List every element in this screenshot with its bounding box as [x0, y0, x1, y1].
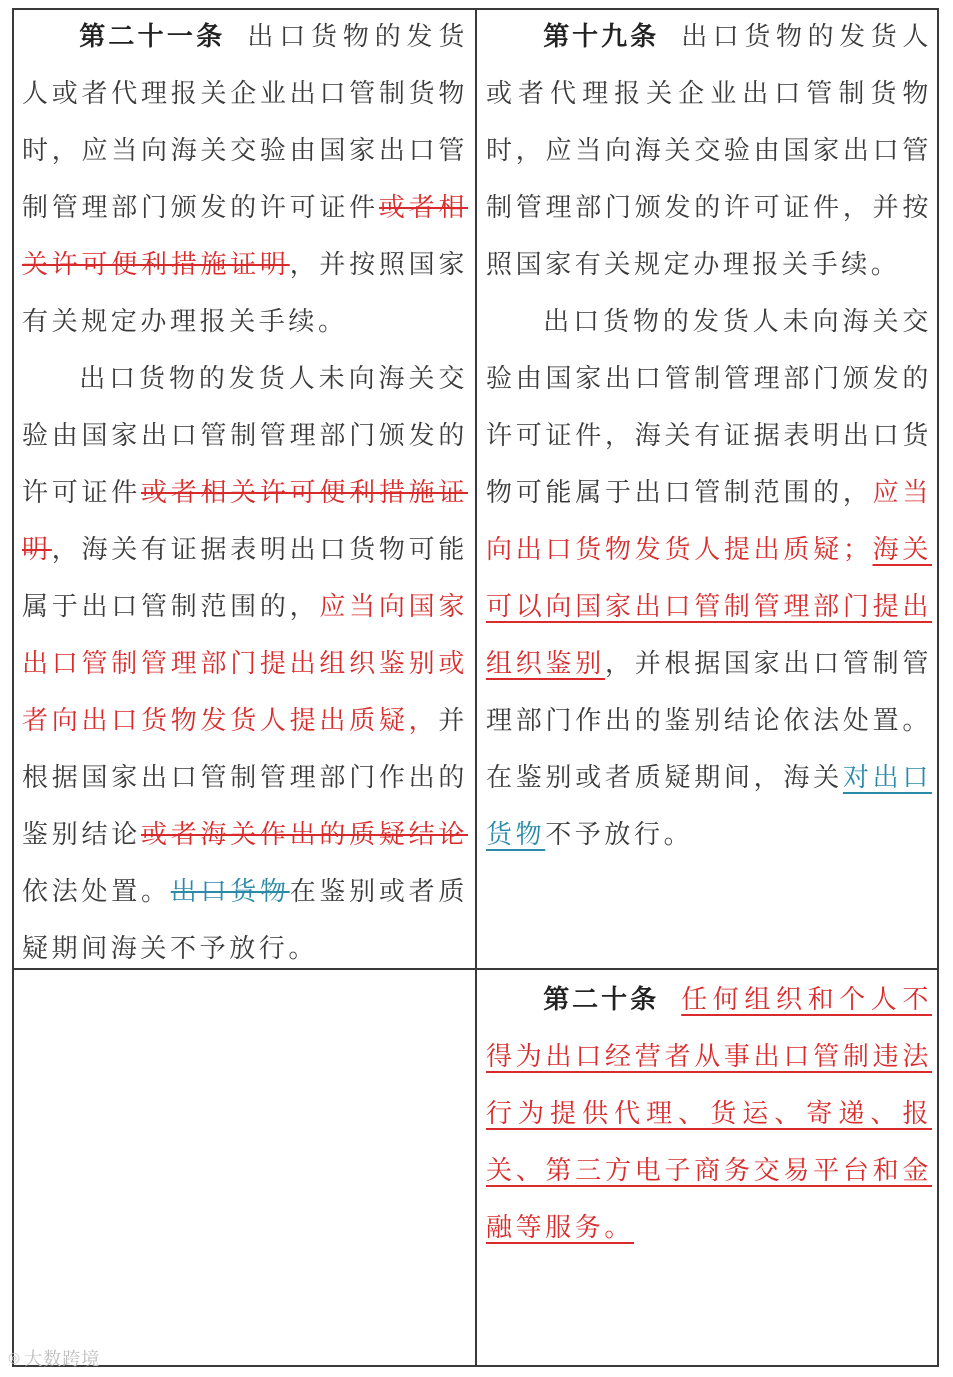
new-article-19-paragraph-2 [486, 294, 932, 864]
added-text: 应当向出口货物发货人提出质疑； [486, 478, 932, 565]
old-article-21-paragraph-1 [22, 9, 468, 351]
deleted-text: 或者相关许可便利措施证明 [22, 193, 468, 280]
old-article-21-text: 依法处置。 [22, 877, 171, 907]
new-article-19-title: 第十九条 [543, 22, 660, 52]
added-underlined-text: 任何组织和个人不得为出口经营者从事出口管制违法行为提供代理、货运、寄递、报关、第三方电子商务交易平台和金融等服务。 [486, 985, 932, 1243]
new-article-19-text: 出口货物的发货人或者代理报关企业出口管制货物时，应当向海关交验由国家出口管制管理部门颁发的许可证件，并按照国家有关规定办理报关手续。 [486, 22, 932, 280]
old-article-21-title: 第二十一条 [79, 22, 226, 52]
deleted-text: 或者相关许可便利措施证明 [22, 478, 468, 565]
old-article-21-text: 在鉴别或者质疑期间海关不予放行。 [22, 877, 468, 964]
new-article-19-text: ，并根据国家出口管制管理部门作出的鉴别结论依法处置。在鉴别或者质疑期间，海关 [486, 649, 932, 793]
watermark [8, 1345, 100, 1371]
new-article-19-paragraph-1 [486, 9, 932, 294]
new-article-20-paragraph [486, 972, 932, 1257]
old-article-21-text: 出口货物的发货人或者代理报关企业出口管制货物时，应当向海关交验由国家出口管制管理部门颁发的许可证件 [22, 22, 468, 223]
old-article-21-cell [22, 9, 468, 978]
old-article-21-text: ，海关有证据表明出口货物可能属于出口管制范围的， [22, 535, 468, 622]
moved-added-text: 对出口货物 [486, 763, 932, 850]
old-article-21-text: ，并按照国家有关规定办理报关手续。 [22, 250, 468, 337]
new-article-19-text: 不予放行。 [545, 820, 694, 850]
changed-text: 应当向国家出口管制管理部门提出组织鉴别或者向出口货物发货人提出质疑， [22, 592, 468, 736]
old-article-21-text: 出口货物的发货人未向海关交验由国家出口管制管理部门颁发的许可证件 [22, 364, 468, 508]
old-article-21-paragraph-2 [22, 351, 468, 978]
column-divider [475, 8, 477, 1367]
moved-deleted-text: 出口货物 [170, 877, 290, 907]
new-article-19-text: 出口货物的发货人未向海关交验由国家出口管制管理部门颁发的许可证件，海关有证据表明出口货物可能属于出口管制范围的， [486, 307, 932, 508]
added-underlined-text: 海关可以向国家出口管制管理部门提出组织鉴别 [486, 535, 932, 679]
old-article-21-text: 并根据国家出口管制管理部门作出的鉴别结论 [22, 706, 468, 850]
watermark-logo-icon: ◎ [8, 1350, 22, 1366]
new-article-20-title: 第二十条 [543, 985, 660, 1015]
deleted-text: 或者海关作出的质疑结论 [140, 820, 468, 850]
new-article-19-cell [486, 9, 932, 864]
new-article-20-cell [486, 972, 932, 1257]
watermark-text: 大数跨境 [24, 1349, 101, 1370]
